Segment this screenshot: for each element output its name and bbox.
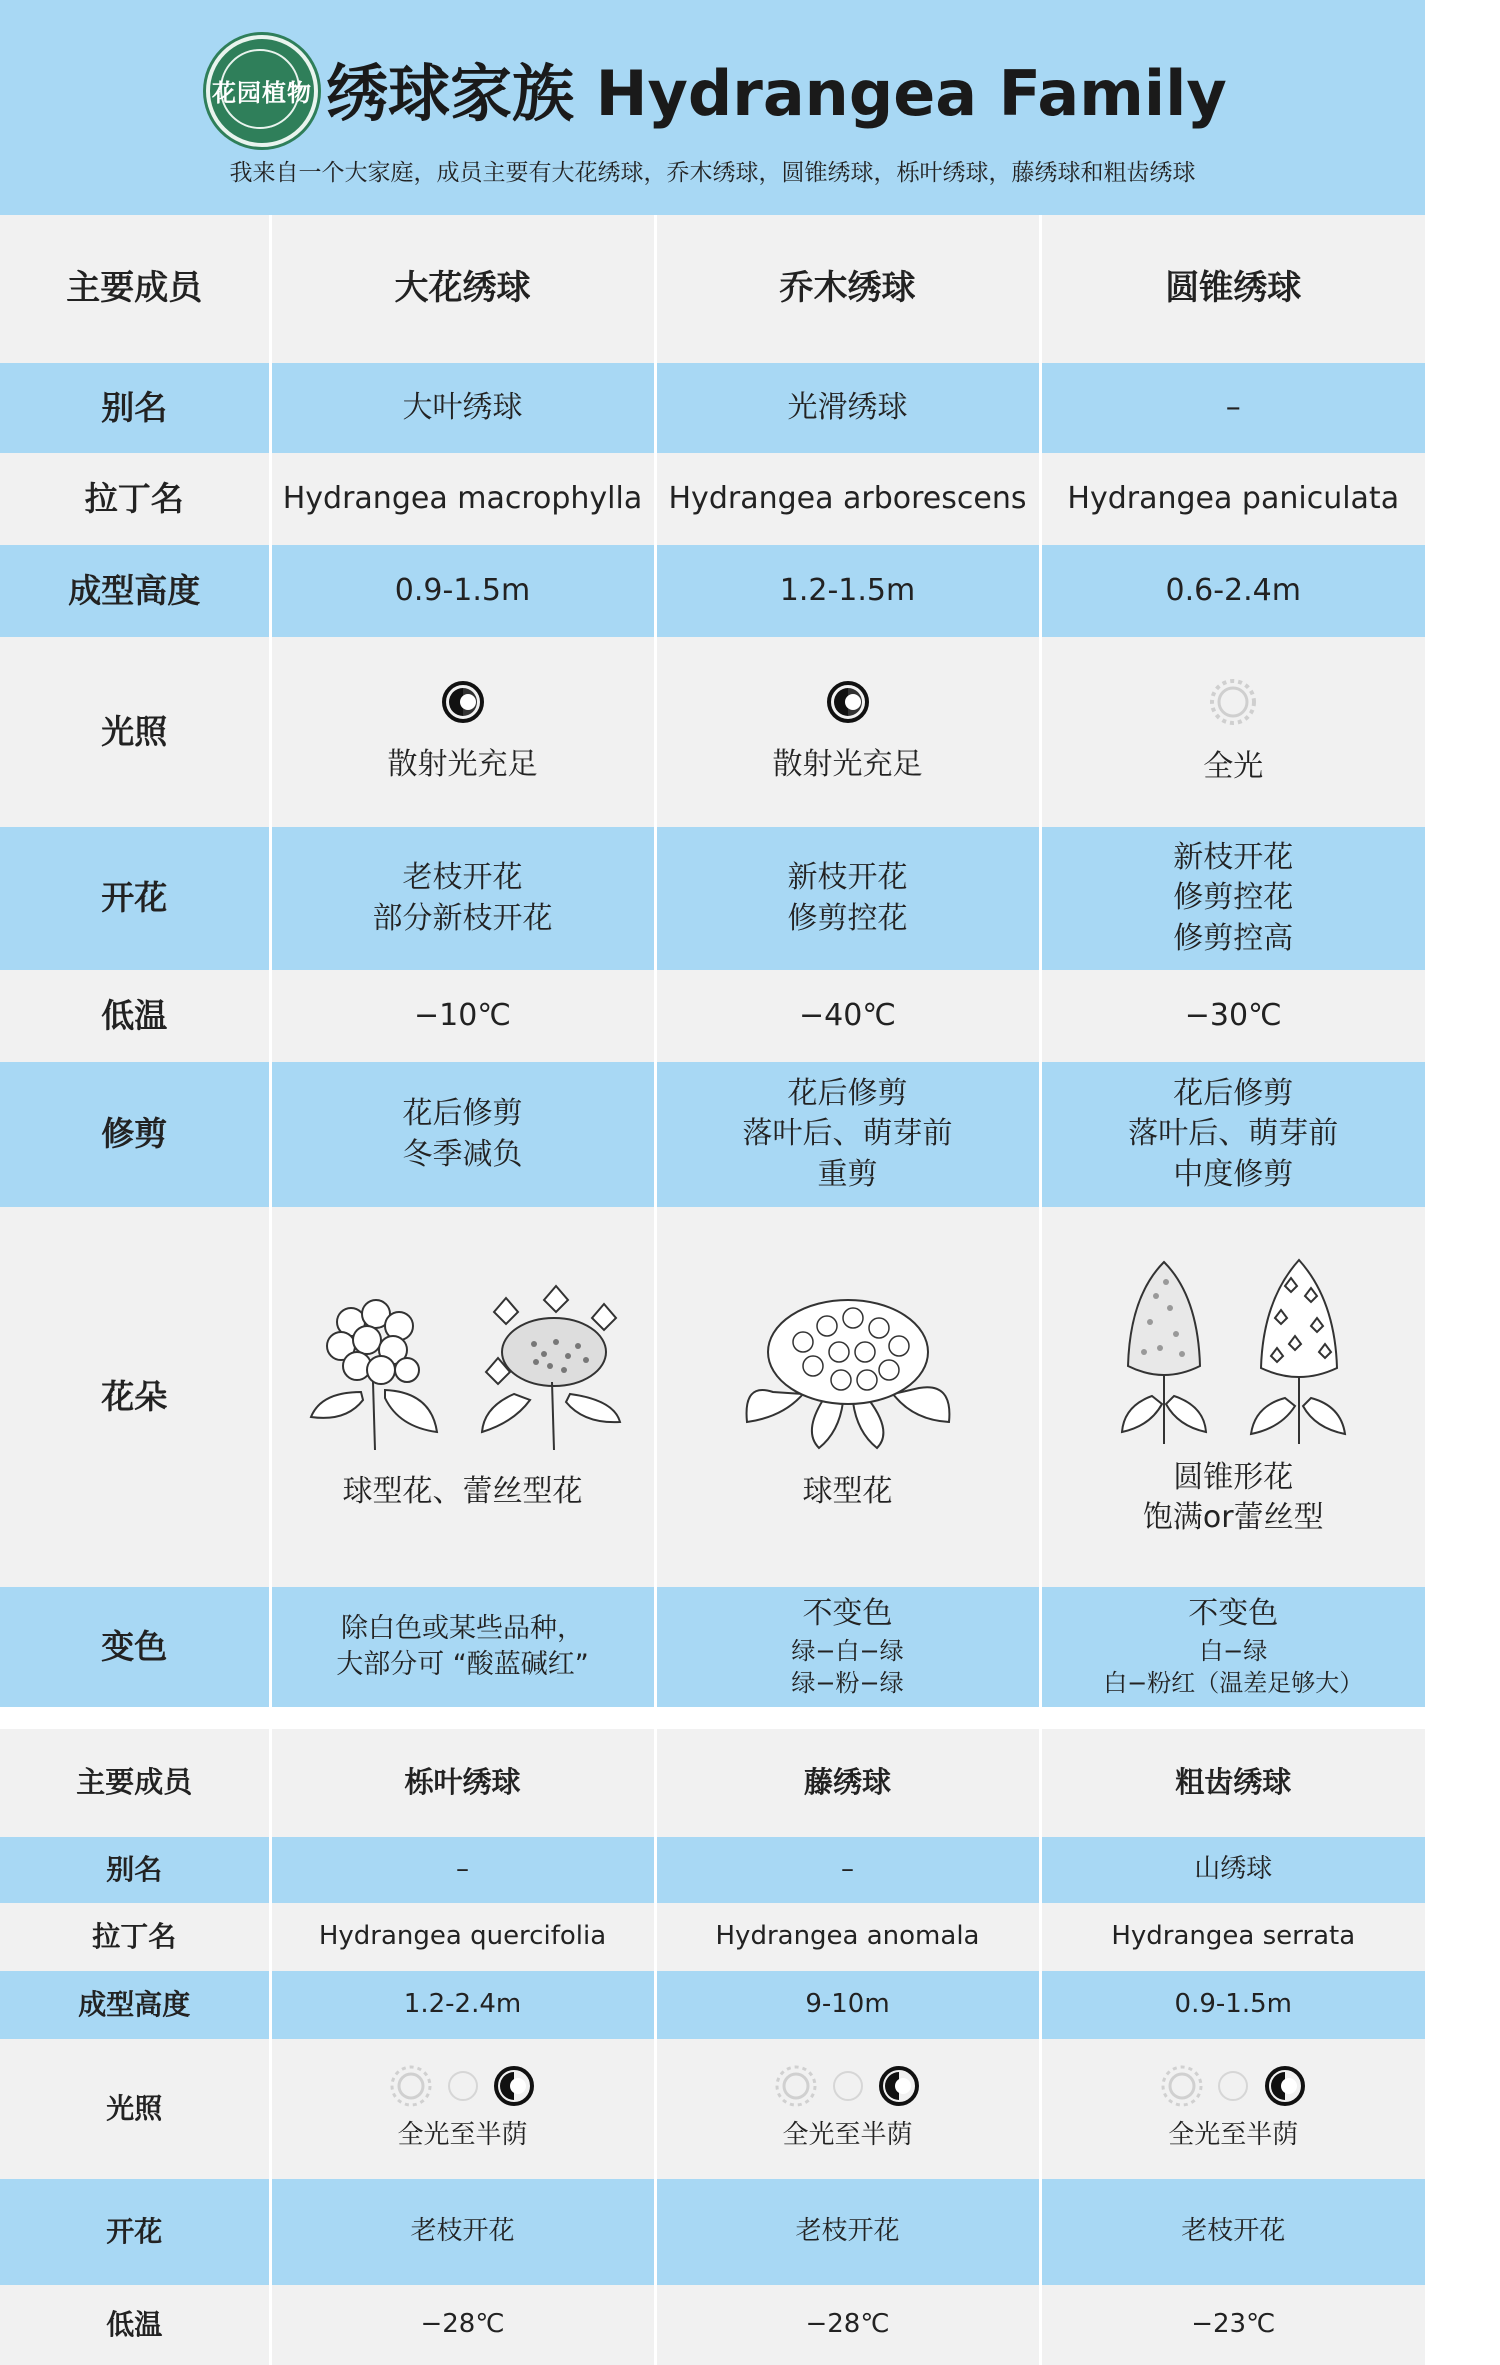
color-line: 绿−白−绿 [791, 1636, 904, 1665]
half-sun-icon [1263, 2071, 1307, 2101]
table-cell: −28℃ [655, 2285, 1040, 2365]
table-cell [270, 1207, 655, 1587]
row-label: 别名 [0, 1837, 270, 1903]
table-cell: 老枝开花 [655, 2179, 1040, 2285]
row-label: 成型高度 [0, 545, 270, 637]
partial-sun-icon [448, 2071, 478, 2101]
bloom-line: 新枝开花 [1173, 839, 1294, 875]
table-cell: 光滑绣球 [655, 363, 1040, 453]
lacecap-flower-icon [474, 1282, 624, 1452]
table-cell: 1.2-2.4m [270, 1971, 655, 2039]
table-cell: – [1040, 363, 1425, 453]
prune-line: 落叶后、萌芽前 [742, 1116, 953, 1152]
light-text: 散射光充足 [772, 746, 923, 782]
row-label: 低温 [0, 970, 270, 1062]
partial-sun-icon [1218, 2071, 1248, 2101]
color-line: 除白色或某些品种， [341, 1612, 584, 1644]
table-cell: Hydrangea arborescens [655, 453, 1040, 545]
page-title: 绣球家族 Hydrangea Family [326, 57, 1227, 130]
half-sun-icon [492, 2071, 536, 2101]
table-row-latin [0, 1903, 1425, 1971]
row-label: 别名 [0, 363, 270, 453]
table-row-bloom [0, 2179, 1425, 2285]
table-cell: 老枝开花 [1040, 2179, 1425, 2285]
table-cell: Hydrangea serrata [1040, 1903, 1425, 1971]
table-row-flower [0, 1207, 1425, 1587]
row-label: 拉丁名 [0, 453, 270, 545]
table-cell [270, 827, 655, 970]
table-cell: −40℃ [655, 970, 1040, 1062]
table-cell [655, 637, 1040, 827]
prune-line: 花后修剪 [402, 1096, 523, 1131]
table-cell: – [270, 1837, 655, 1903]
header-cell-serrata: 粗齿绣球 [1040, 1729, 1425, 1837]
comparison-table-2 [0, 1729, 1425, 2365]
comparison-table-1 [0, 215, 1425, 1729]
table-row-prune [0, 1062, 1425, 1207]
light-text: 全光至半荫 [782, 2120, 913, 2151]
half-sun-icon [440, 679, 486, 725]
row-label: 光照 [0, 637, 270, 827]
table-cell: 0.9-1.5m [1040, 1971, 1425, 2039]
table-cell [1040, 827, 1425, 970]
table-cell: Hydrangea macrophylla [270, 453, 655, 545]
table-cell: 0.9-1.5m [270, 545, 655, 637]
bloom-line: 新枝开花 [787, 860, 908, 895]
prune-line: 落叶后、萌芽前 [1128, 1116, 1339, 1152]
brand-logo [206, 35, 318, 147]
row-label: 光照 [0, 2039, 270, 2179]
bloom-line: 老枝开花 [402, 860, 523, 895]
table-cell [270, 1587, 655, 1707]
flower-caption: 圆锥形花 [1173, 1459, 1294, 1495]
flower-caption: 饱满or蕾丝型 [1142, 1500, 1324, 1535]
logo-text: 花园植物 [212, 79, 312, 107]
row-label: 开花 [0, 2179, 270, 2285]
table-row-latin [0, 453, 1425, 545]
table-row-cold [0, 2285, 1425, 2365]
table-cell [655, 827, 1040, 970]
light-text: 散射光充足 [387, 746, 538, 782]
table-row-height [0, 1971, 1425, 2039]
header-cell-paniculata: 圆锥绣球 [1040, 215, 1425, 363]
prune-line: 花后修剪 [787, 1075, 908, 1111]
row-label: 低温 [0, 2285, 270, 2365]
color-line: 白−粉红（温差足够大） [1103, 1669, 1364, 1698]
header-cell-label: 主要成员 [0, 215, 270, 363]
header-cell-macrophylla: 大花绣球 [270, 215, 655, 363]
table-cell: Hydrangea anomala [655, 1903, 1040, 1971]
paniculata-lace-flower-icon [1245, 1256, 1350, 1446]
paniculata-flower-icon [1116, 1256, 1211, 1446]
arborescens-flower-icon [743, 1282, 953, 1452]
table-row-color [0, 1587, 1425, 1707]
table-cell [655, 2039, 1040, 2179]
table-cell: 9-10m [655, 1971, 1040, 2039]
table-row-light [0, 2039, 1425, 2179]
table-cell [1040, 1207, 1425, 1587]
row-label: 开花 [0, 827, 270, 970]
bloom-line: 部分新枝开花 [372, 900, 553, 936]
table-cell [270, 637, 655, 827]
bloom-line: 修剪控花 [1173, 880, 1294, 916]
header-cell-label: 主要成员 [0, 1729, 270, 1837]
table-cell: −30℃ [1040, 970, 1425, 1062]
table-row-height [0, 545, 1425, 637]
table-cell: 0.6-2.4m [1040, 545, 1425, 637]
header-cell-quercifolia: 栎叶绣球 [270, 1729, 655, 1837]
half-sun-icon [825, 679, 871, 725]
color-main: 不变色 [802, 1596, 893, 1632]
color-line: 大部分可 “酸蓝碱红” [336, 1649, 589, 1680]
table-row-alias [0, 363, 1425, 453]
flower-caption: 球型花 [802, 1473, 893, 1509]
color-line: 绿−粉−绿 [791, 1669, 904, 1698]
prune-line: 花后修剪 [1173, 1075, 1294, 1111]
page-subtitle: 我来自一个大家庭，成员主要有大花绣球，乔木绣球，圆锥绣球，栎叶绣球，藤绣球和粗齿绣球 [229, 160, 1196, 186]
prune-line: 重剪 [817, 1156, 878, 1192]
table-cell: 大叶绣球 [270, 363, 655, 453]
table-row-cold [0, 970, 1425, 1062]
table-cell: −10℃ [270, 970, 655, 1062]
table-cell [655, 1207, 1040, 1587]
row-label: 拉丁名 [0, 1903, 270, 1971]
table-cell [270, 2039, 655, 2179]
table-cell: Hydrangea quercifolia [270, 1903, 655, 1971]
row-label: 变色 [0, 1587, 270, 1707]
light-text: 全光至半荫 [397, 2120, 528, 2151]
table-cell: 山绣球 [1040, 1837, 1425, 1903]
table-cell [1040, 1062, 1425, 1207]
page-header [0, 0, 1425, 215]
full-sun-icon [1160, 2071, 1204, 2101]
table-row-header [0, 215, 1425, 363]
header-cell-anomala: 藤绣球 [655, 1729, 1040, 1837]
bloom-line: 修剪控花 [787, 900, 908, 936]
row-label: 修剪 [0, 1062, 270, 1207]
table-cell [1040, 637, 1425, 827]
table-cell [1040, 2039, 1425, 2179]
table-separator [0, 1707, 1425, 1729]
prune-line: 冬季减负 [402, 1136, 523, 1172]
light-text: 全光 [1203, 748, 1264, 784]
row-label: 花朵 [0, 1207, 270, 1587]
table-cell [655, 1062, 1040, 1207]
table-cell: 老枝开花 [270, 2179, 655, 2285]
partial-sun-icon [833, 2071, 863, 2101]
full-sun-icon [1208, 677, 1258, 727]
table-row-alias [0, 1837, 1425, 1903]
table-cell: −28℃ [270, 2285, 655, 2365]
table-cell: Hydrangea paniculata [1040, 453, 1425, 545]
table-cell [1040, 1587, 1425, 1707]
table-row-header [0, 1729, 1425, 1837]
table-cell [270, 1062, 655, 1207]
color-main: 不变色 [1188, 1596, 1279, 1632]
table-row-bloom [0, 827, 1425, 970]
header-cell-arborescens: 乔木绣球 [655, 215, 1040, 363]
half-sun-icon [877, 2071, 921, 2101]
table-cell [655, 1587, 1040, 1707]
bloom-line: 修剪控高 [1173, 920, 1294, 956]
row-label: 成型高度 [0, 1971, 270, 2039]
color-line: 白−绿 [1199, 1636, 1268, 1665]
prune-line: 中度修剪 [1173, 1156, 1294, 1192]
table-cell: – [655, 1837, 1040, 1903]
flower-caption: 球型花、蕾丝型花 [342, 1473, 583, 1509]
full-sun-icon [389, 2071, 433, 2101]
light-text: 全光至半荫 [1168, 2120, 1299, 2151]
mophead-flower-icon [301, 1282, 441, 1452]
table-cell: 1.2-1.5m [655, 545, 1040, 637]
full-sun-icon [774, 2071, 818, 2101]
table-row-light [0, 637, 1425, 827]
table-cell: −23℃ [1040, 2285, 1425, 2365]
